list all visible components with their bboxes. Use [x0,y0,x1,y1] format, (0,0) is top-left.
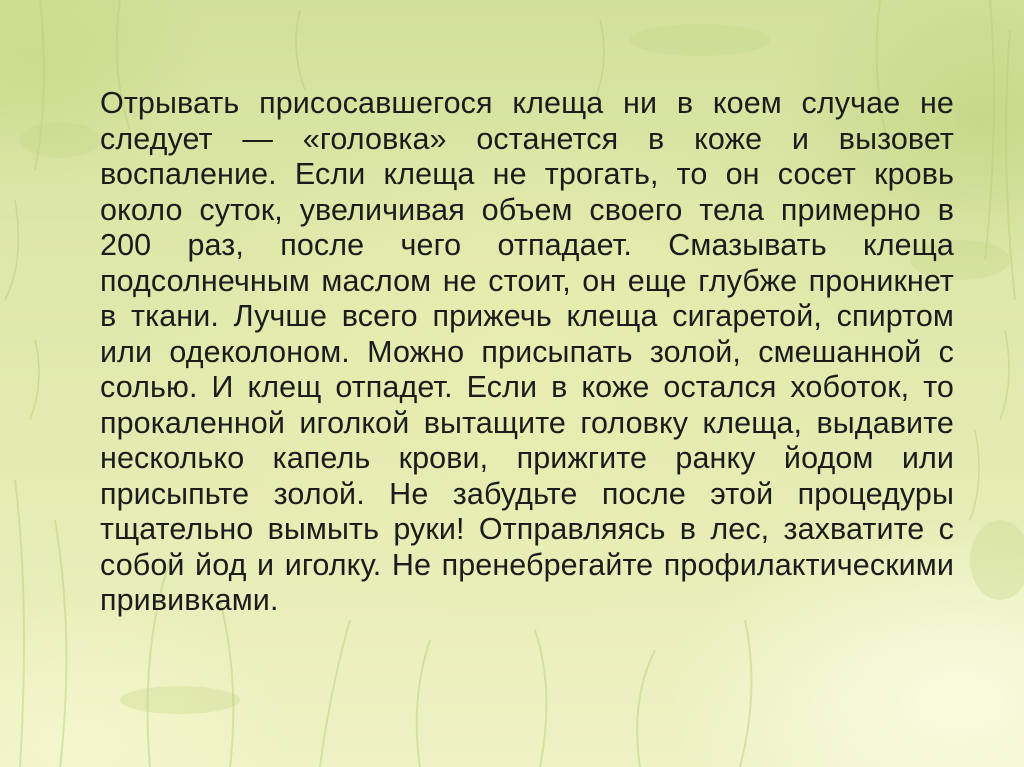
slide-body-text: Отрывать присосавшегося клеща ни в коем случае не следует — «головка» останется в коже и вызовет воспаление. Если клеща не трогать, то он сосет кровь около суток, увеличивая объем своего тела примерно в 200 раз, после чего отпадает. Смазывать клеща подсолнечным маслом не стоит, он еще глубже проникнет в ткани. Лучше всего прижечь клеща сигаретой, спиртом или одеколоном. Можно присыпать золой, смешанной с солью. И клещ отпадет. Если в коже остался хоботок, то прокаленной иголкой вытащите головку клеща, выдавите несколько капель крови, прижгите ранку йодом или присыпьте золой. Не забудьте после этой процедуры тщательно вымыть руки! Отправляясь в лес, захватите с собой йод и иголку. Не пренебрегайте профилактическими прививками. [100,86,954,617]
